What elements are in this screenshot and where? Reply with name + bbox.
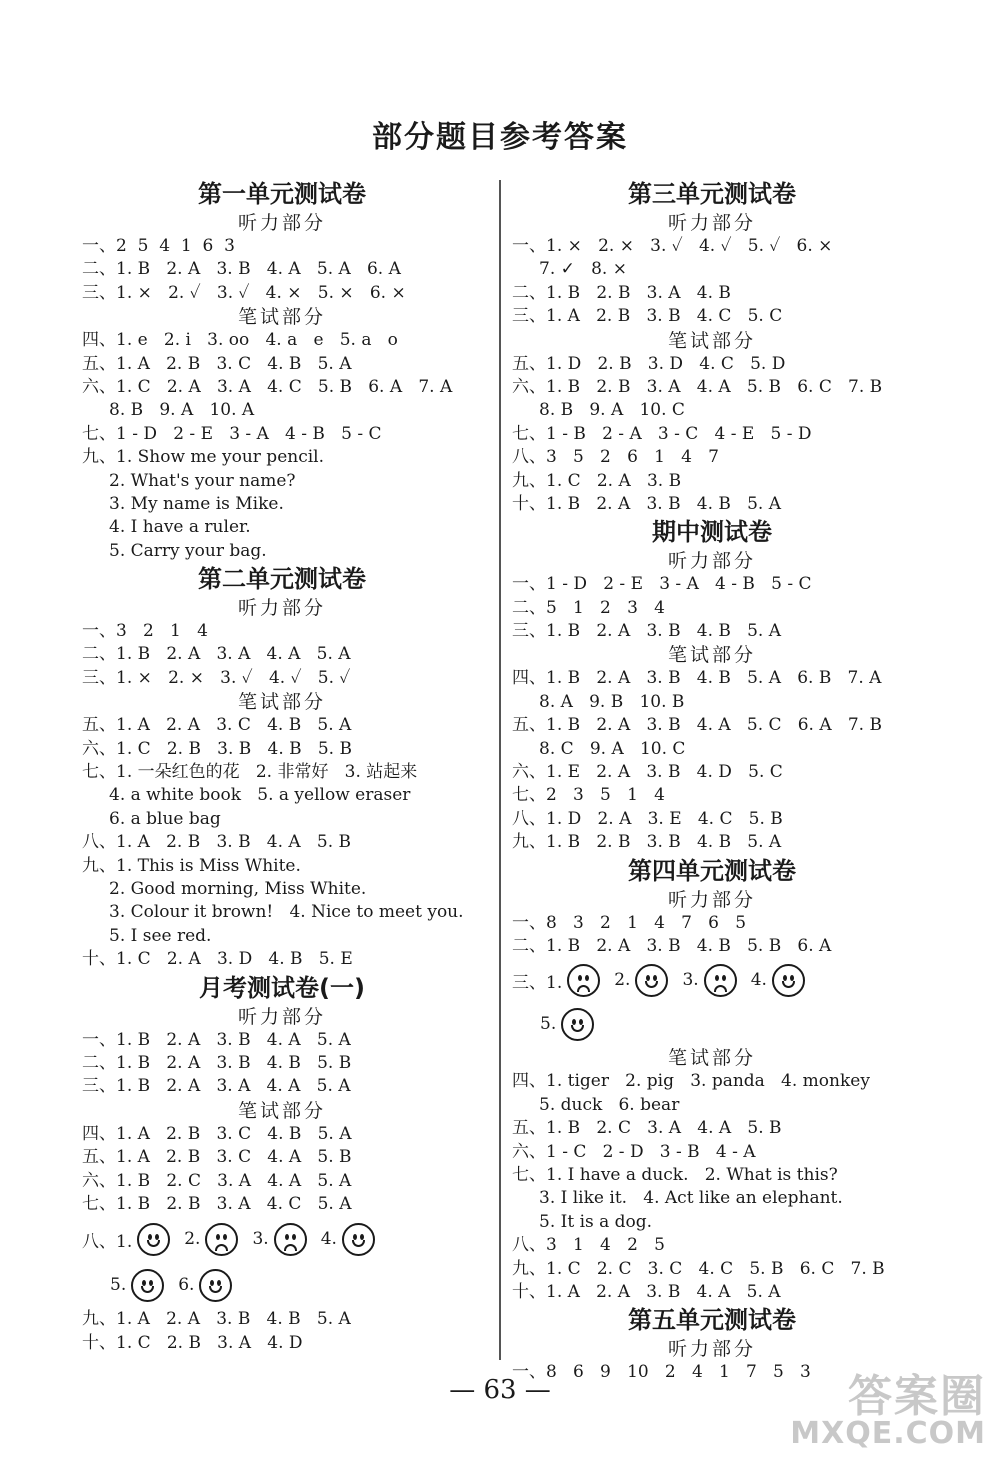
smiley-face-icon (342, 1223, 375, 1256)
sad-face-icon (567, 964, 600, 997)
answer-line: 一、8 6 9 10 2 4 1 7 5 3 (512, 1362, 811, 1383)
smiley-face-icon (131, 1269, 164, 1302)
subheading-listening: 听力部分 (667, 550, 756, 573)
subheading-listening: 听力部分 (237, 212, 326, 234)
answer-line: 八、3 1 4 2 5 (512, 1235, 665, 1256)
answer-line: 8. A 9. B 10. B (539, 691, 685, 712)
page-title: 部分题目参考答案 (372, 120, 628, 155)
smiley-face-icon (137, 1223, 170, 1256)
answer-label: 2. (614, 970, 631, 991)
answer-line: 七、1. B 2. B 3. A 4. C 5. A (82, 1193, 352, 1214)
answer-label: 三、1. (512, 972, 563, 993)
answer-line: 九、1. Show me your pencil. (82, 447, 325, 468)
subheading-written: 笔试部分 (237, 1099, 326, 1122)
smiley-face-icon (561, 1008, 594, 1041)
answer-line: 五、1. A 2. A 3. C 4. B 5. A (82, 715, 352, 736)
answer-label: 4. (320, 1229, 337, 1250)
answer-line: 3. I like it. 4. Act like an elephant. (539, 1188, 843, 1209)
answer-line: 九、1. B 2. B 3. B 4. B 5. A (512, 832, 782, 853)
watermark-logo-text: 答案圈 (848, 1371, 986, 1422)
page-number: — 63 — (449, 1375, 551, 1405)
answer-line: 八、1. A 2. B 3. B 4. A 5. B (82, 832, 351, 853)
section-title-unit4: 第四单元测试卷 (628, 856, 796, 885)
answer-line: 十、1. C 2. B 3. A 4. D (82, 1332, 303, 1353)
section-title-unit5: 第五单元测试卷 (628, 1306, 796, 1335)
face-answer-row (82, 1262, 482, 1308)
section-title-unit2: 第二单元测试卷 (198, 565, 366, 594)
answer-line: 一、3 2 1 4 (82, 621, 208, 642)
answer-line: 五、1. A 2. B 3. C 4. A 5. B (82, 1147, 352, 1168)
answer-label: 4. (750, 970, 767, 991)
answer-label: 3. (252, 1229, 269, 1250)
answer-line: 4. I have a ruler. (109, 517, 251, 538)
smiley-face-icon (199, 1269, 232, 1302)
left-column (82, 178, 482, 1355)
section-title-midterm: 期中测试卷 (652, 518, 772, 547)
answer-line: 3. Colour it brown! 4. Nice to meet you. (109, 902, 464, 923)
subheading-listening: 听力部分 (667, 1338, 756, 1361)
answer-line: 8. B 9. A 10. C (539, 400, 685, 421)
smiley-face-icon (772, 964, 805, 997)
answer-line: 二、1. B 2. A 3. B 4. B 5. B 6. A (512, 935, 832, 956)
subheading-listening: 听力部分 (667, 212, 756, 234)
section-title-unit3: 第三单元测试卷 (628, 180, 796, 208)
answer-line: 六、1. B 2. B 3. A 4. A 5. B 6. C 7. B (512, 376, 883, 397)
watermark (790, 1371, 986, 1451)
answer-line: 七、2 3 5 1 4 (512, 785, 665, 806)
answer-line: 五、1. B 2. A 3. B 4. A 5. C 6. A 7. B (512, 715, 882, 736)
answer-line: 8. C 9. A 10. C (539, 738, 686, 759)
answer-line: 八、1. D 2. A 3. E 4. C 5. B (512, 808, 783, 829)
answer-label: 3. (682, 970, 699, 991)
answer-line: 一、1 - D 2 - E 3 - A 4 - B 5 - C (512, 574, 812, 595)
section-title-unit1: 第一单元测试卷 (198, 180, 366, 208)
face-answer-row (82, 1216, 482, 1262)
column-divider (499, 180, 501, 1360)
answer-line: 3. My name is Mike. (109, 493, 284, 514)
answer-line: 5. duck 6. bear (539, 1094, 680, 1115)
answer-line: 二、1. B 2. A 3. B 4. B 5. B (82, 1052, 352, 1073)
answer-label: 2. (184, 1229, 201, 1250)
answer-line: 5. Carry your bag. (109, 540, 267, 561)
watermark-url: MXQE.COM (790, 1416, 986, 1451)
answer-line: 三、1. × 2. × 3. ✓ 4. ✓ 5. ✓ (82, 667, 351, 688)
answer-line: 十、1. A 2. A 3. B 4. A 5. A (512, 1281, 781, 1302)
answer-line: 四、1. B 2. A 3. B 4. B 5. A 6. B 7. A (512, 668, 882, 689)
answer-line: 2. Good morning, Miss White. (109, 878, 367, 899)
answer-line: 二、1. B 2. A 3. A 4. A 5. A (82, 644, 351, 665)
answer-line: 十、1. B 2. A 3. B 4. B 5. A (512, 493, 781, 514)
answer-line: 一、8 3 2 1 4 7 6 5 (512, 912, 747, 933)
answer-label: 5. (540, 1014, 557, 1035)
answer-line: 一、2 5 4 1 6 3 (82, 236, 235, 256)
answer-line: 六、1 - C 2 - D 3 - B 4 - A (512, 1141, 756, 1162)
answer-line: 6. a blue bag (109, 808, 221, 829)
subheading-written: 笔试部分 (237, 691, 326, 714)
answer-line: 六、1. C 2. A 3. A 4. C 5. B 6. A 7. A (82, 376, 453, 397)
answer-line: 九、1. C 2. A 3. B (512, 470, 682, 491)
answer-line: 四、1. A 2. B 3. C 4. B 5. A (82, 1123, 352, 1144)
answer-line: 2. What's your name? (109, 470, 296, 491)
answer-line: 五、1. A 2. B 3. C 4. B 5. A (82, 353, 352, 374)
answer-line: 三、1. B 2. A 3. A 4. A 5. A (82, 1076, 351, 1097)
answer-line: 七、1 - D 2 - E 3 - A 4 - B 5 - C (82, 423, 382, 444)
sad-face-icon (704, 964, 737, 997)
answer-line: 七、1. 一朵红色的花 2. 非常好 3. 站起来 (82, 762, 418, 783)
answer-line: 8. B 9. A 10. A (109, 400, 255, 421)
answer-label: 八、1. (82, 1231, 133, 1252)
right-column (512, 178, 912, 1385)
answer-line: 六、1. C 2. B 3. B 4. B 5. B (82, 738, 352, 759)
subheading-written: 笔试部分 (667, 329, 756, 352)
answer-line: 六、1. B 2. C 3. A 4. A 5. A (82, 1170, 352, 1191)
answer-line: 一、1. B 2. A 3. B 4. A 5. A (82, 1029, 351, 1050)
answer-line: 二、5 1 2 3 4 (512, 597, 665, 618)
answer-line: 五、1. B 2. C 3. A 4. A 5. B (512, 1118, 782, 1139)
answer-line: 十、1. C 2. A 3. D 4. B 5. E (82, 949, 353, 970)
answer-line: 5. I see red. (109, 925, 212, 946)
answer-line: 七、1 - B 2 - A 3 - C 4 - E 5 - D (512, 423, 812, 444)
answer-line: 九、1. A 2. A 3. B 4. B 5. A (82, 1309, 351, 1330)
sad-face-icon (205, 1223, 238, 1256)
answer-line: 九、1. This is Miss White. (82, 855, 301, 876)
answer-line: 三、1. × 2. ✓ 3. ✓ 4. × 5. × 6. × (82, 282, 406, 303)
answer-line: 八、3 5 2 6 1 4 7 (512, 447, 719, 468)
answer-line: 7. ✓ 8. × (539, 259, 627, 280)
face-answer-row (512, 1002, 912, 1046)
answer-line: 七、1. I have a duck. 2. What is this? (512, 1164, 838, 1185)
subheading-listening: 听力部分 (237, 597, 326, 620)
answer-line: 三、1. A 2. B 3. B 4. C 5. C (512, 306, 783, 327)
sad-face-icon (274, 1223, 307, 1256)
face-answer-row (512, 958, 912, 1002)
answer-line: 九、1. C 2. C 3. C 4. C 5. B 6. C 7. B (512, 1258, 885, 1279)
subheading-listening: 听力部分 (237, 1005, 326, 1028)
answer-label: 5. (110, 1275, 127, 1296)
answer-line: 六、1. E 2. A 3. B 4. D 5. C (512, 762, 783, 783)
answer-line: 5. It is a dog. (539, 1211, 653, 1232)
answer-label: 6. (178, 1275, 195, 1296)
answer-line: 二、1. B 2. B 3. A 4. B (512, 282, 731, 303)
subheading-written: 笔试部分 (237, 306, 326, 329)
answer-line: 四、1. tiger 2. pig 3. panda 4. monkey (512, 1071, 870, 1092)
answer-line: 二、1. B 2. A 3. B 4. A 5. A 6. A (82, 259, 401, 280)
subheading-written: 笔试部分 (667, 644, 756, 667)
subheading-written: 笔试部分 (667, 1047, 756, 1070)
section-title-monthly-test: 月考测试卷(一) (199, 973, 365, 1002)
smiley-face-icon (635, 964, 668, 997)
answer-line: 三、1. B 2. A 3. B 4. B 5. A (512, 621, 781, 642)
answer-line: 一、1. × 2. × 3. ✓ 4. ✓ 5. ✓ 6. × (512, 236, 833, 256)
subheading-listening: 听力部分 (667, 888, 756, 911)
answer-line: 四、1. e 2. i 3. oo 4. a e 5. a o (82, 330, 398, 351)
answer-line: 五、1. D 2. B 3. D 4. C 5. D (512, 353, 786, 374)
answer-line: 4. a white book 5. a yellow eraser (109, 785, 411, 806)
